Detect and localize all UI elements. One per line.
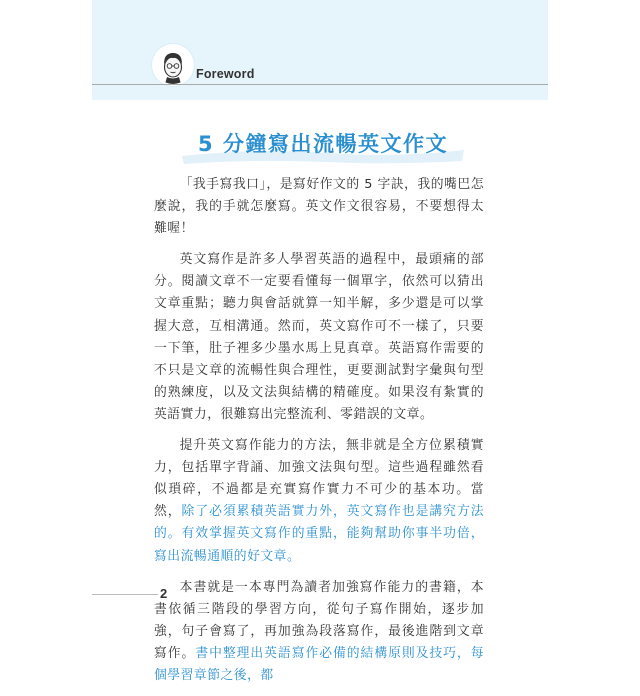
paragraph: [154, 577, 484, 687]
paragraph: [154, 435, 484, 568]
highlighted-text: 除了必須累積英語實力外，英文寫作也是講究方法的。有效掌握英文寫作的重點，能夠幫助你事半功倍，寫出流暢通順的好文章。: [154, 504, 485, 564]
highlighted-text: 書中整理出英語寫作必備的結構原則及技巧，每個學習章節之後，都: [154, 645, 485, 683]
paragraph: [154, 249, 484, 426]
paragraph: [154, 174, 484, 240]
teacher-avatar-icon: [154, 46, 192, 84]
page-number: 2: [160, 586, 168, 601]
paragraph-text: 「我手寫我口」，是寫好作文的 5 字訣，我的嘴巴怎麼說，我的手就怎麼寫。英文作文很容易，不要想得太難喔！: [154, 177, 484, 237]
section-label: Foreword: [196, 67, 255, 81]
paragraph-text: 本書就是一本專門為讀者加強寫作能力的書籍，本書依循三階段的學習方向，從句子寫作開始，逐步加強，句子會寫了，再加強為段落寫作，最後進階到文章寫作。: [154, 579, 484, 661]
paragraph-text: 提升英文寫作能力的方法，無非就是全方位累積實力，包括單字背誦、加強文法與句型。這些過程雖然看似瑣碎，不過都是充實寫作實力不可少的基本功。當然，: [154, 438, 484, 520]
header-rule: [92, 84, 548, 85]
body-text: [154, 174, 484, 696]
footer-rule: [92, 594, 158, 595]
paragraph-text: 英文寫作是許多人學習英語的過程中，最頭痛的部分。閱讀文章不一定要看懂每一個單字，依然可以猜出文章重點；聽力與會話就算一知半解，多少還是可以掌握大意，互相溝通。然而，英文寫作可不一樣了，只要一下筆，肚子裡多少墨水馬上見真章。英語寫作需要的不只是文章的流暢性與合理性，更要測試對字彙與句型的熟練度，以及文法與結構的精確度。如果沒有紮實的英語實力，很難寫出完整流利、零錯誤的文章。: [154, 252, 484, 422]
title-block: [178, 126, 468, 170]
page-title: 5 分鐘寫出流暢英文作文: [198, 132, 448, 156]
